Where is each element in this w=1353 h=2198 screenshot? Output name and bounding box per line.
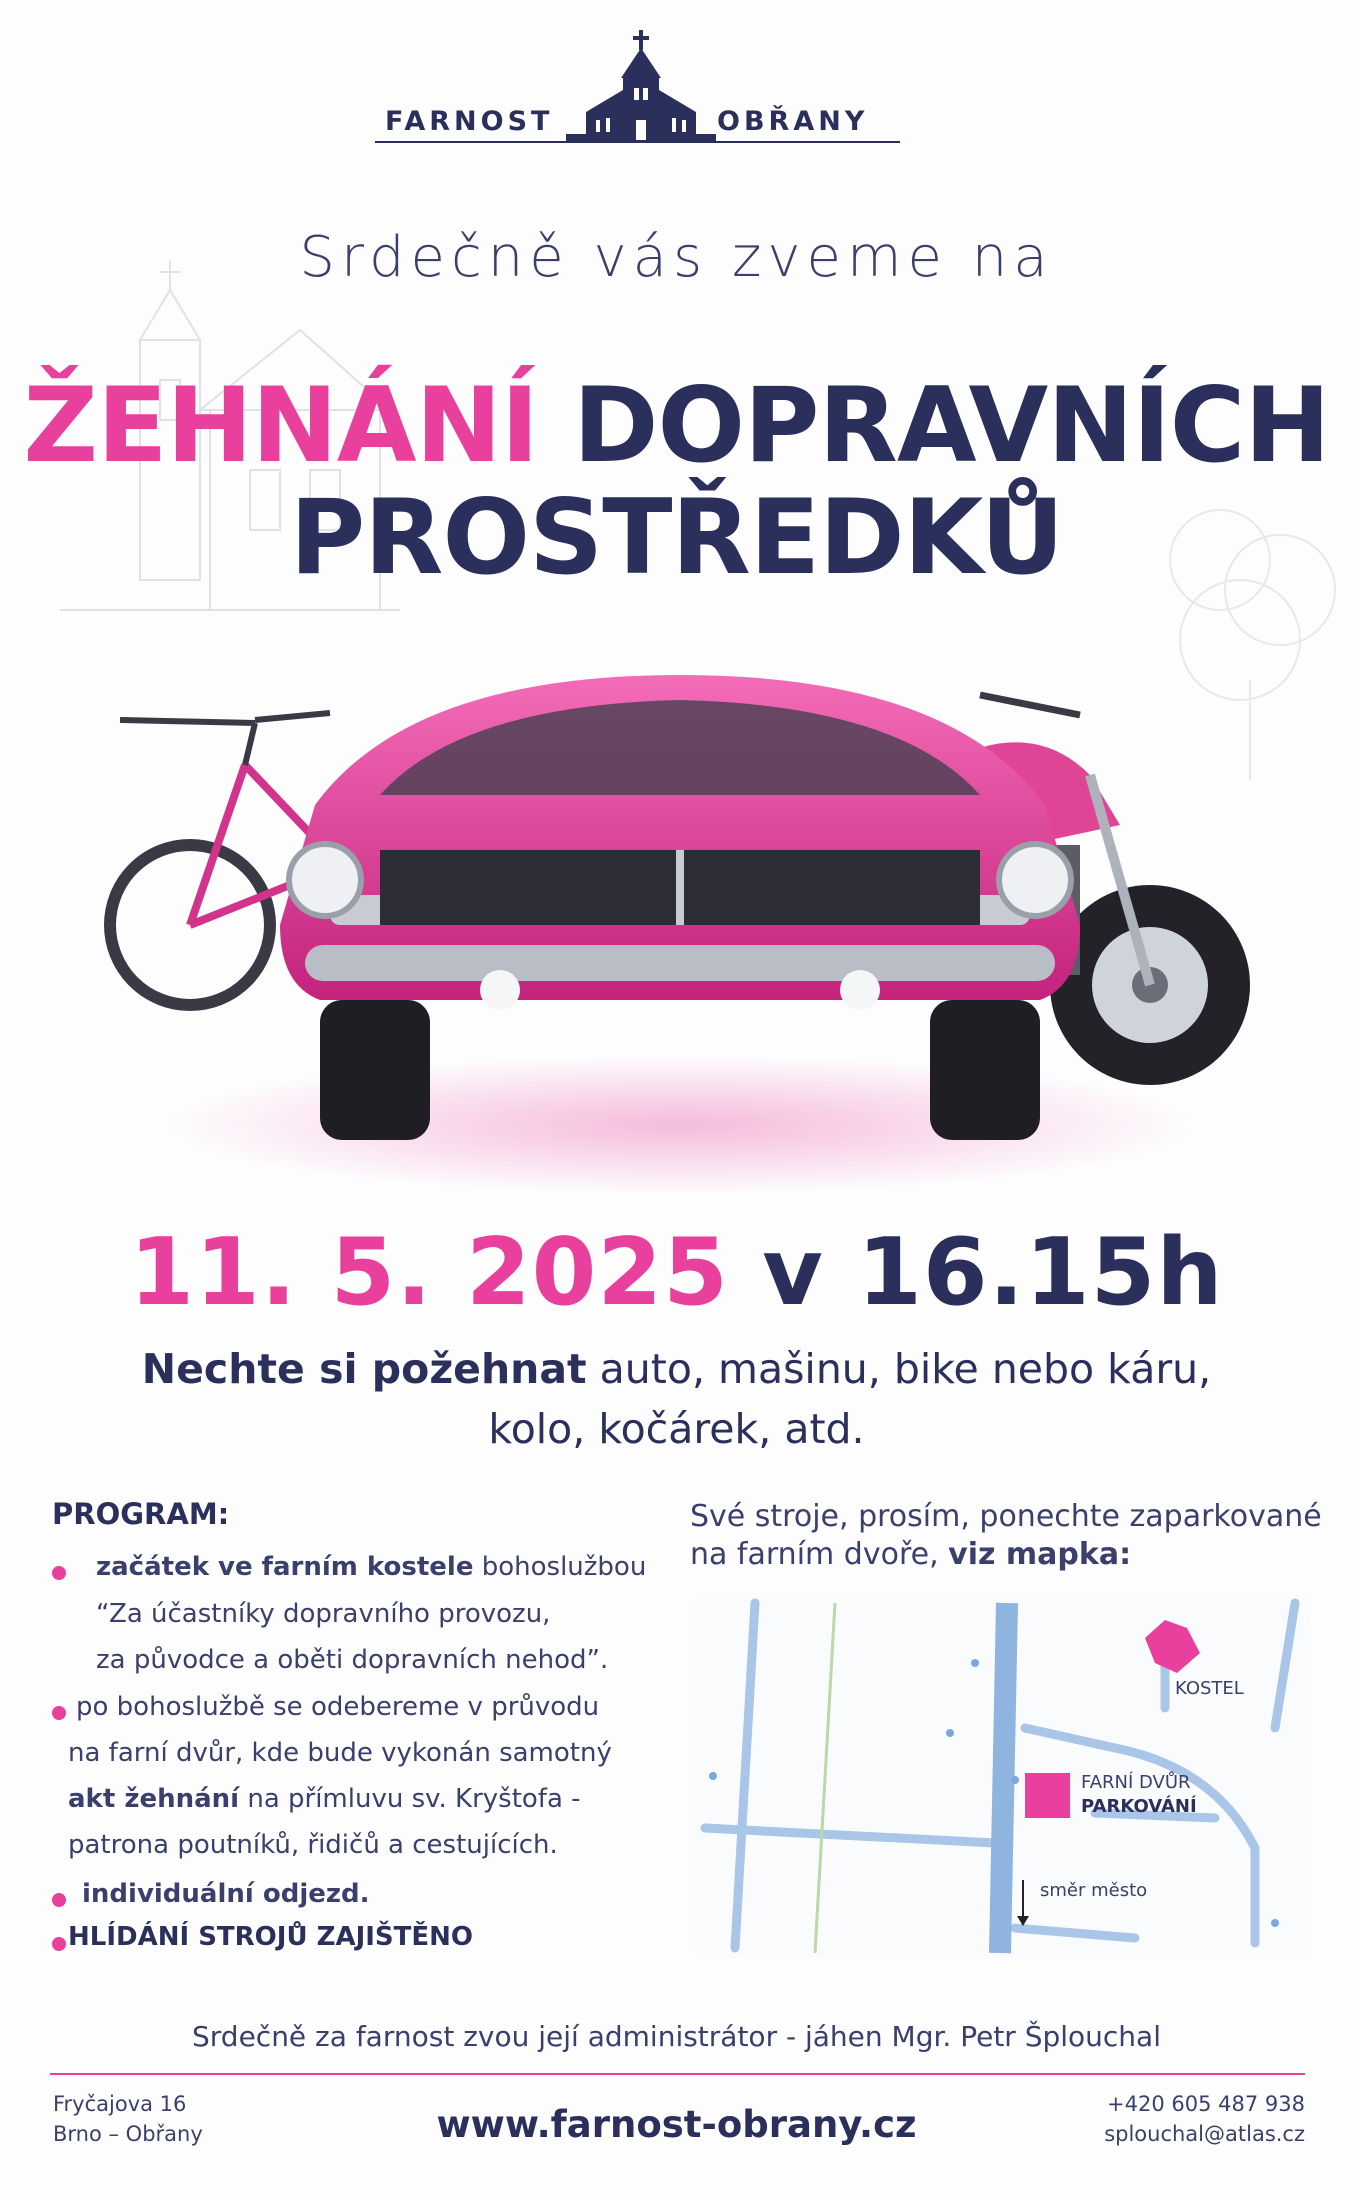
event-time: v 16.15h [762,1218,1224,1326]
bullet-icon [52,1893,66,1907]
program-heading: PROGRAM: [52,1497,230,1531]
program-item-2-line-1: po bohoslužbě se odebereme v průvodu [76,1692,600,1722]
program-item-2-line-4: patrona poutníků, řidičů a cestujících. [68,1830,558,1860]
program-item-4: HLÍDÁNÍ STROJŮ ZAJIŠTĚNO [68,1922,474,1952]
program-item-2-line-3 [68,1784,581,1815]
footer-invite: Srdečně za farnost zvou její administrátor - jáhen Mgr. Petr Šplouchal [192,2020,1161,2053]
phone-number: +420 605 487 938 [1107,2092,1305,2116]
title-line-1 [0,366,1353,486]
invite-text: Srdečně vás zveme na [299,225,1054,290]
blessing-rest: auto, mašinu, bike nebo káru, [586,1345,1212,1393]
program-item-2-line-2: na farní dvůr, kde bude vykonán samotný [68,1738,612,1768]
program-item-1-rest: bohoslužbou [473,1552,647,1582]
event-date: 11. 5. 2025 [129,1218,729,1326]
title-line-2: PROSTŘEDKŮ [289,478,1064,598]
church-logo-icon [566,30,716,150]
map-label-parking: PARKOVÁNÍ [1081,1796,1197,1817]
address-line-1: Fryčajova 16 [53,2092,187,2116]
parking-text [690,1498,1322,1575]
parking-line-2 [690,1536,1322,1574]
program-item-2-rest: na přímluvu sv. Kryštofa - [239,1784,581,1814]
program-item-1-line-3: za původce a oběti dopravních nehod”. [96,1645,609,1675]
blessing-bold: Nechte si požehnat [141,1345,587,1393]
parking-line-1: Své stroje, prosím, ponechte zaparkované [690,1499,1322,1534]
map [695,1598,1310,1958]
map-graphic [695,1598,1310,1958]
church-marker [1145,1620,1200,1673]
logo-divider [375,141,900,143]
map-label-church: KOSTEL [1175,1678,1244,1699]
program-item-3: individuální odjezd. [82,1879,370,1909]
vehicles-illustration [80,655,1280,1215]
program-item-1-line-1 [96,1552,646,1583]
parking-line-2-rest: na farním dvoře, [690,1537,949,1573]
program-item-1-bold: začátek ve farním kostele [96,1552,474,1582]
logo-text-obrany: OBŘANY [717,106,869,137]
parking-marker [1025,1773,1070,1818]
bullet-icon [52,1937,66,1951]
title-highlight: ŽEHNÁNÍ [23,366,539,486]
logo-text-farnost: FARNOST [385,106,554,137]
title-word: DOPRAVNÍCH [572,366,1330,486]
blessing-line-1 [0,1345,1353,1393]
parking-line-2-bold: viz mapka: [948,1537,1132,1573]
program-item-1-line-2: “Za účastníky dopravního provozu, [96,1599,551,1629]
map-label-direction: směr město [1040,1880,1148,1901]
bullet-icon [52,1566,66,1580]
blessing-line-2: kolo, kočárek, atd. [488,1405,865,1453]
email-address[interactable]: splouchal@atlas.cz [1104,2122,1305,2146]
address-line-2: Brno – Obřany [53,2122,203,2146]
event-datetime [0,1218,1353,1326]
map-label-yard: FARNÍ DVŮR [1081,1772,1191,1793]
program-item-2-bold: akt žehnání [68,1784,240,1814]
floor-reflection [160,1055,1200,1195]
footer-divider [50,2073,1305,2075]
website-link[interactable]: www.farnost-obrany.cz [436,2103,917,2146]
bullet-icon [52,1706,66,1720]
